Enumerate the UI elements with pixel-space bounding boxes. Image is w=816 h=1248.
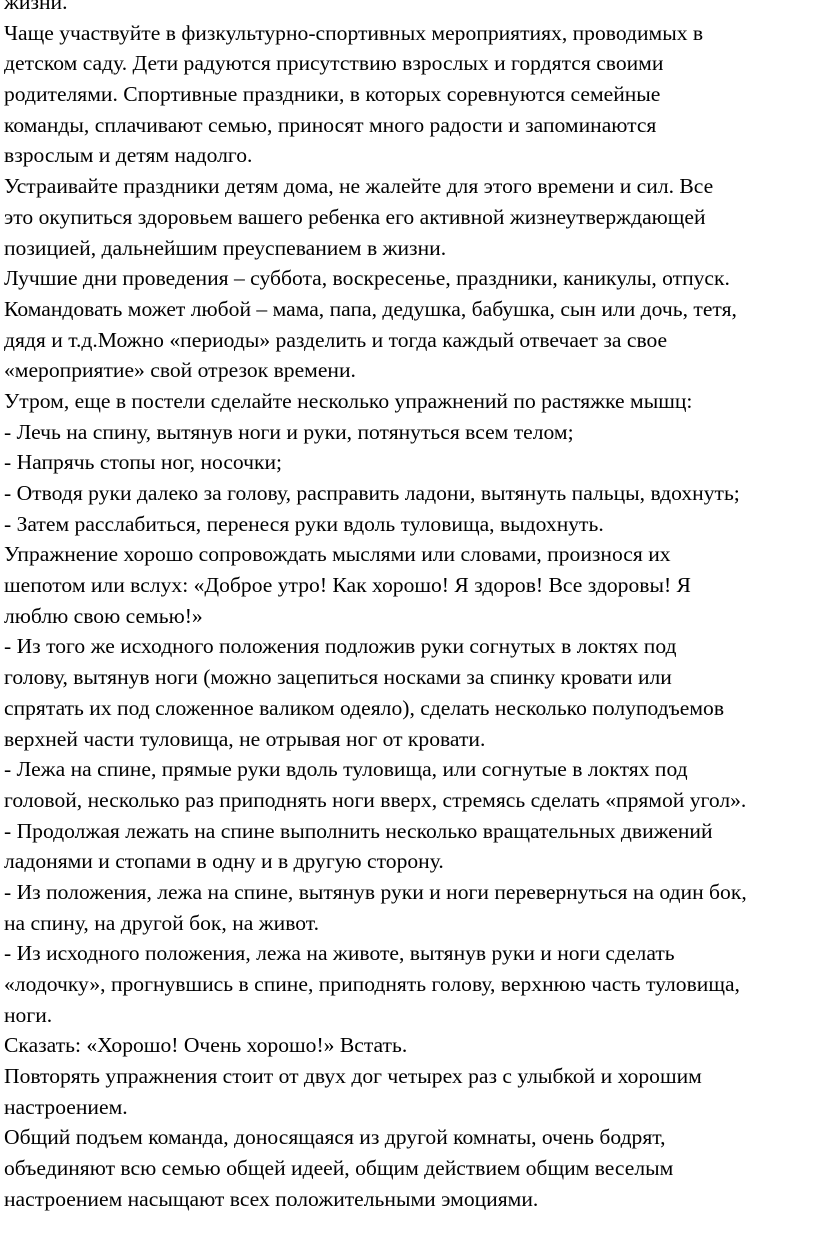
- text-line: Чаще участвуйте в физкультурно-спортивных мероприятиях, проводимых в: [4, 20, 704, 45]
- text-line: «мероприятие» свой отрезок времени.: [4, 358, 356, 383]
- text-line: детском саду. Дети радуются присутствию взрослых и гордятся своими: [4, 51, 664, 76]
- text-line: «лодочку», прогнувшись в спине, приподнять голову, верхнюю часть туловища,: [4, 972, 740, 996]
- text-line: настроением насыщают всех положительными эмоциями.: [4, 1186, 539, 1211]
- text-line: верхней части туловища, не отрывая ног от кровати.: [4, 726, 486, 751]
- text-line: голову, вытянув ноги (можно зацепиться носками за спинку кровати или: [4, 665, 672, 690]
- text-line: родителями. Спортивные праздники, в которых соревнуются семейные: [4, 82, 661, 107]
- text-line: спрятать их под сложенное валиком одеяло), сделать несколько полуподъемов: [4, 695, 725, 720]
- text-line: - Затем расслабиться, перенеся руки вдоль туловища, выдохнуть.: [4, 511, 604, 536]
- text-line: настроением.: [4, 1094, 128, 1119]
- text-line: - Отводя руки далеко за голову, расправить ладони, вытянуть пальцы, вдохнуть;: [4, 481, 740, 505]
- text-line: на спину, на другой бок, на живот.: [4, 910, 319, 935]
- text-line: ладонями и стопами в одну и в другую сторону.: [4, 849, 444, 874]
- text-line: Общий подъем команда, доносящаяся из другой комнаты, очень бодрят,: [4, 1125, 666, 1150]
- text-line: ноги.: [4, 1002, 53, 1027]
- text-line: - Напрячь стопы ног, носочки;: [4, 450, 283, 475]
- text-line: объединяют всю семью общей идеей, общим действием общим веселым: [4, 1156, 674, 1181]
- text-line: Повторять упражнения стоит от двух дог четырех раз с улыбкой и хорошим: [4, 1064, 702, 1089]
- text-line: Упражнение хорошо сопровождать мыслями или словами, произнося их: [4, 542, 671, 567]
- text-line: Утром, еще в постели сделайте несколько упражнений по растяжке мышц:: [4, 388, 693, 413]
- text-line: Командовать может любой – мама, папа, дедушка, бабушка, сын или дочь, тетя,: [4, 296, 737, 321]
- text-line: головой, несколько раз приподнять ноги вверх, стремясь сделать «прямой угол».: [4, 787, 747, 812]
- text-line: - Лечь на спину, вытянув ноги и руки, потянуться всем телом;: [4, 419, 574, 444]
- text-line: Устраивайте праздники детям дома, не жалейте для этого времени и сил. Все: [4, 174, 714, 199]
- text-line: взрослым и детям надолго.: [4, 143, 253, 168]
- text-line: - Из исходного положения, лежа на животе, вытянув руки и ноги сделать: [4, 941, 675, 966]
- text-line: - Продолжая лежать на спине выполнить несколько вращательных движений: [4, 818, 713, 843]
- text-line: шепотом или вслух: «Доброе утро! Как хорошо! Я здоров! Все здоровы! Я: [4, 573, 691, 598]
- text-line: команды, сплачивают семью, приносят много радости и запоминаются: [4, 112, 657, 137]
- text-line: - Из положения, лежа на спине, вытянув руки и ноги перевернуться на один бок,: [4, 879, 747, 904]
- text-line: - Из того же исходного положения подложив руки согнутых в локтях под: [4, 634, 677, 659]
- text-line: люблю свою семью!»: [4, 603, 203, 628]
- text-line: дядя и т.д.Можно «периоды» разделить и тогда каждый отвечает за свое: [4, 327, 668, 352]
- text-line: Лучшие дни проведения – суббота, воскресенье, праздники, каникулы, отпуск.: [4, 266, 730, 291]
- text-line: позицией, дальнейшим преуспеванием в жизни.: [4, 235, 447, 260]
- text-line: это окупиться здоровьем вашего ребенка его активной жизнеутверждающей: [4, 204, 706, 229]
- text-line: Сказать: «Хорошо! Очень хорошо!» Встать.: [4, 1033, 408, 1058]
- text-line: жизни.: [4, 0, 68, 14]
- text-line: - Лежа на спине, прямые руки вдоль туловища, или согнутые в локтях под: [4, 757, 688, 782]
